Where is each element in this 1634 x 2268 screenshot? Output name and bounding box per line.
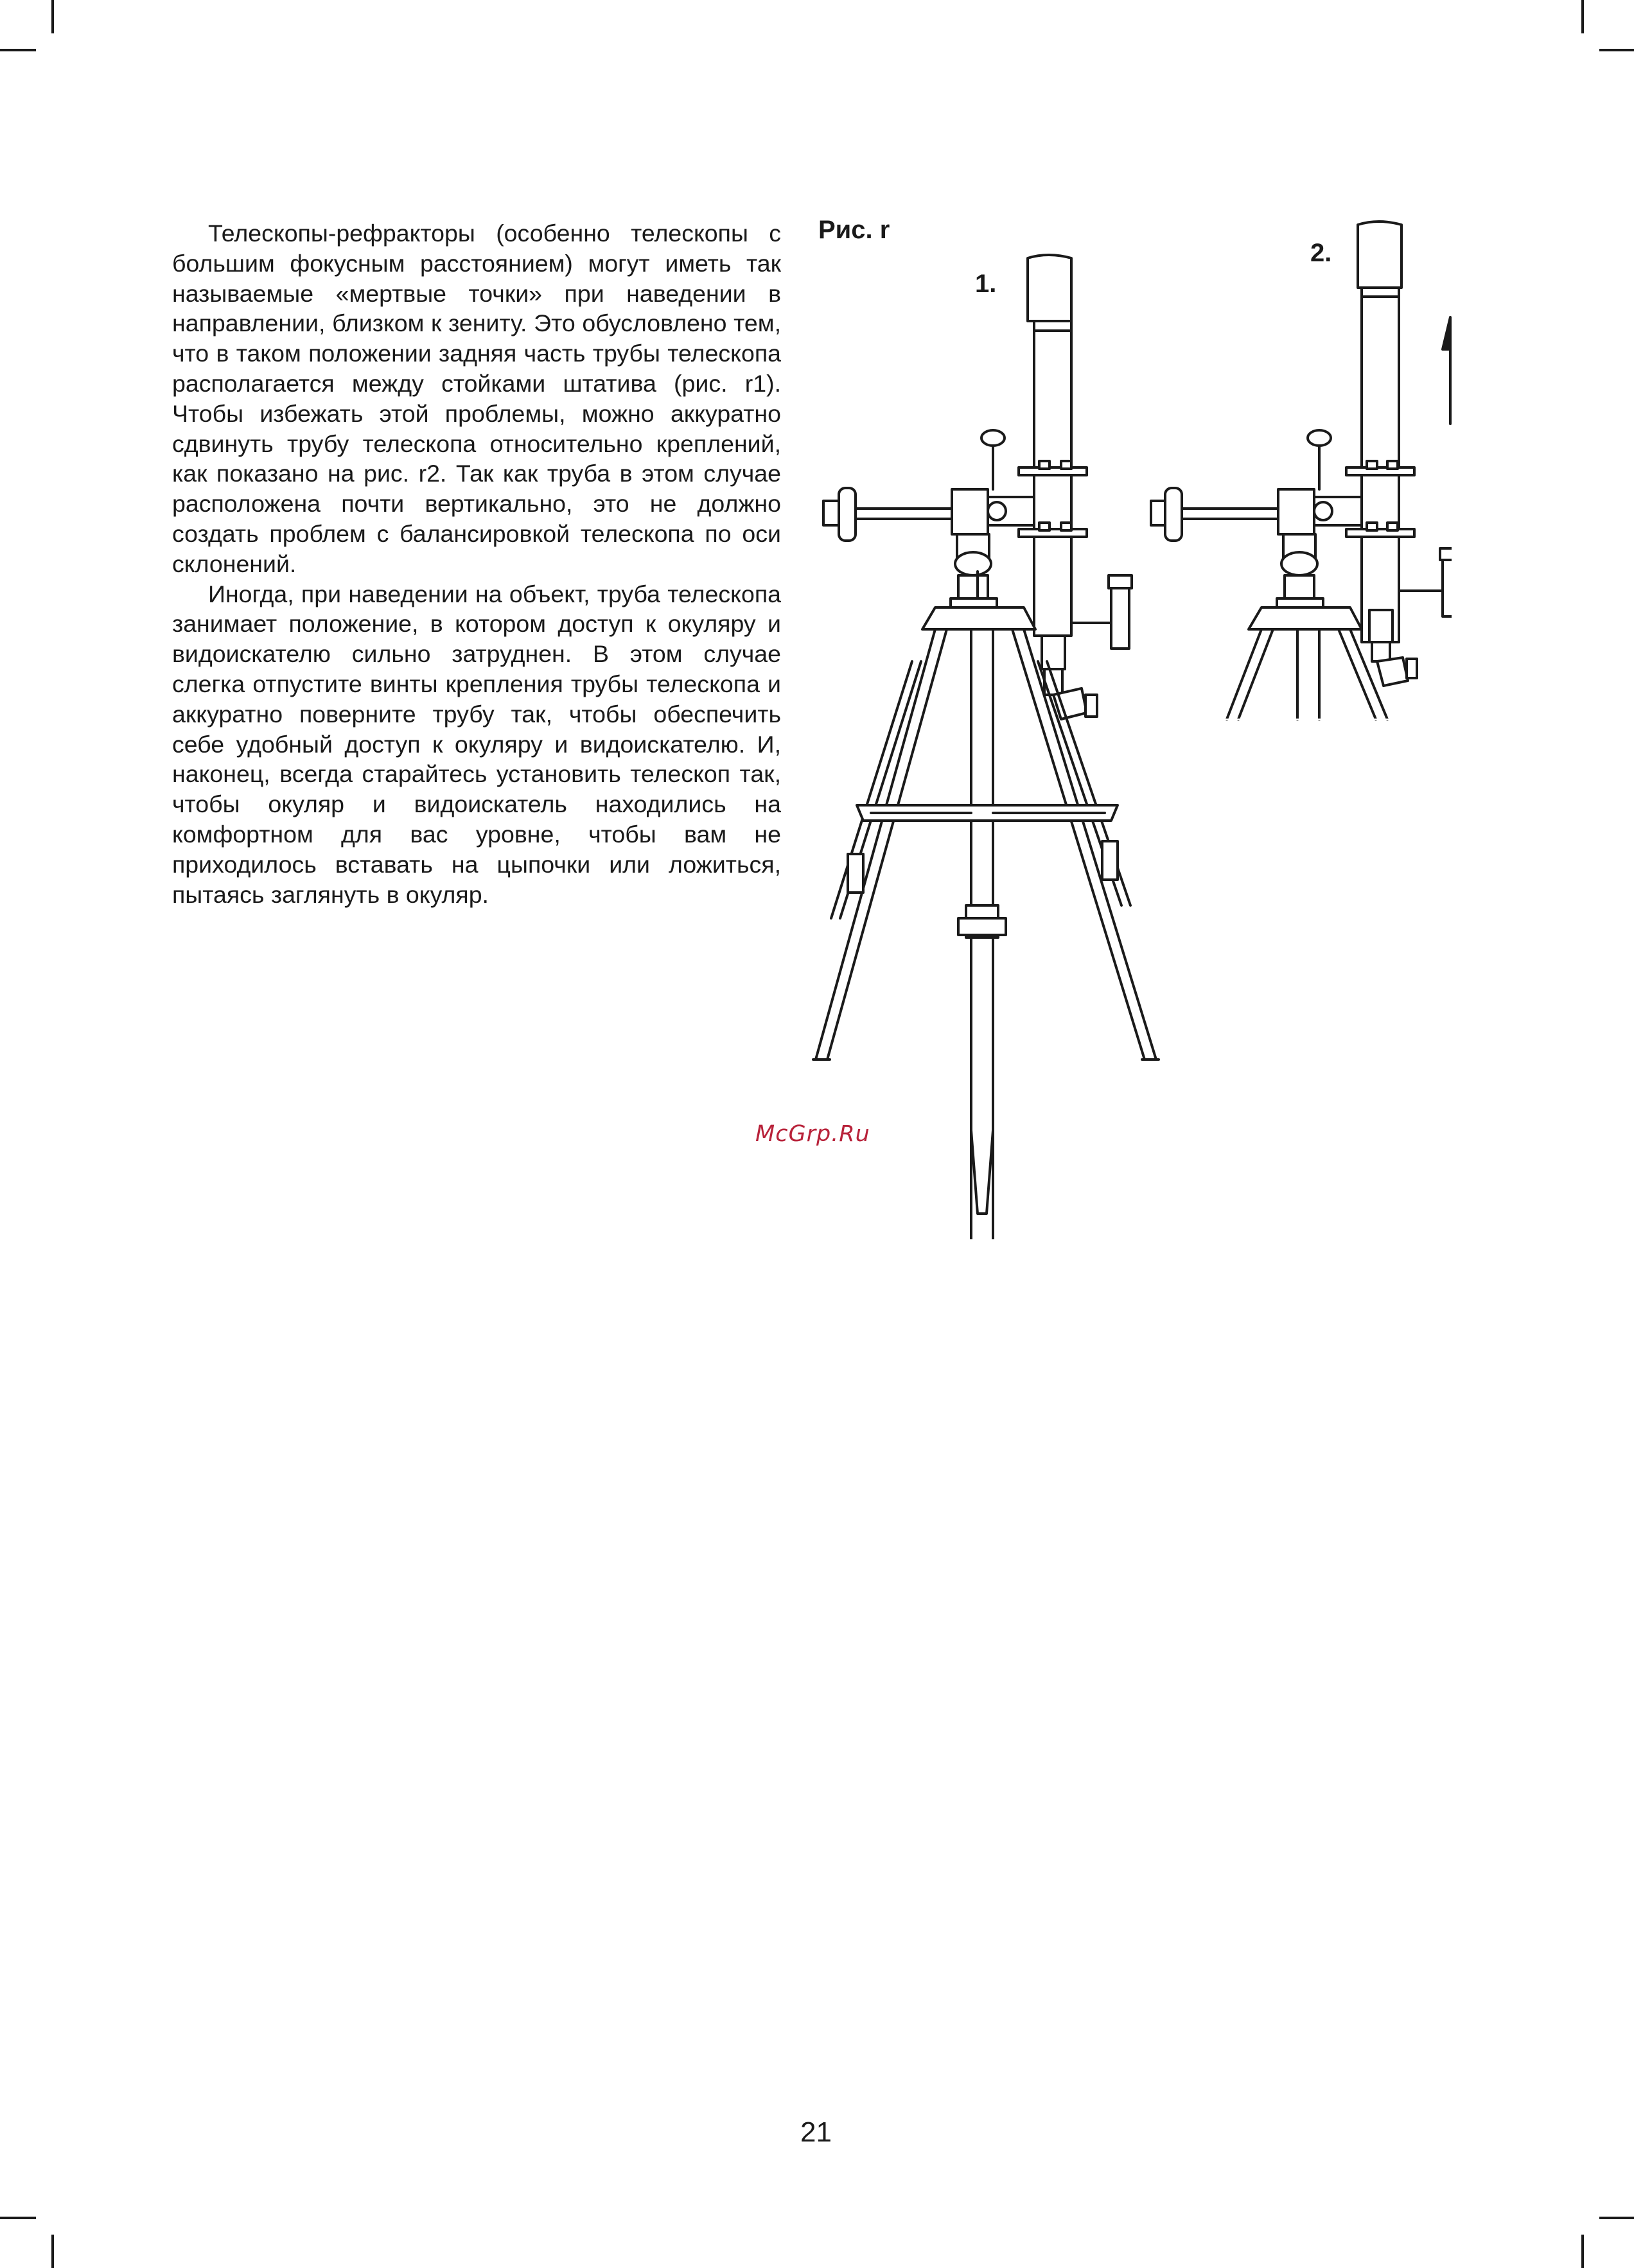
crop-mark-top-right-v <box>1581 0 1584 33</box>
crop-mark-top-right-h <box>1599 49 1634 51</box>
crop-mark-top-left-h <box>0 49 36 51</box>
telescope-2-illustration <box>1151 222 1452 719</box>
crop-mark-bottom-left-h <box>0 2217 36 2219</box>
crop-mark-bottom-left-v <box>51 2235 54 2268</box>
page-number: 21 <box>800 2116 832 2148</box>
figure-label-1: 1. <box>975 270 997 298</box>
crop-mark-bottom-right-h <box>1599 2217 1634 2219</box>
crop-mark-bottom-right-v <box>1581 2235 1584 2268</box>
paragraph-1: Телескопы-рефракторы (особенно телескопы с большим фокусным расстоянием) могут иметь так называемые «мертвые точки» при наведении в направлении, близком к зениту. Это обусловлено тем, что в таком положении задняя часть трубы телескопа располагается между стойками штатива (рис. r1). Чтобы избежать этой проблемы, можно аккуратно сдвинуть трубу телескопа относительно креплений, как показано на рис. r2. Так как труба в этом случае расположена почти вертикально, это не должно создать проблем с балансировкой телескопа по оси склонений. <box>172 220 781 577</box>
telescope-figure <box>809 212 1452 1239</box>
body-text <box>172 218 781 909</box>
watermark: McGrp.Ru <box>755 1121 870 1147</box>
crop-mark-top-left-v <box>51 0 54 33</box>
figure-caption: Рис. r <box>818 216 890 244</box>
paragraph-2: Иногда, при наведении на объект, труба телескопа занимает положение, в котором доступ к окуляру и видоискателю сильно затруднен. В этом случае слегка отпустите винты крепления трубы телескопа и аккуратно поверните трубу так, чтобы обеспечить себе удобный доступ к окуляру и видоискателю. И, наконец, всегда старайтесь установить телескоп так, чтобы окуляр и видоискатель находились на комфортном для вас уровне, чтобы вам не приходилось вставать на цыпочки или ложиться, пытаясь заглянуть в окуляр. <box>172 580 781 908</box>
figure-label-2: 2. <box>1310 239 1332 267</box>
telescope-1-illustration <box>813 255 1159 1239</box>
